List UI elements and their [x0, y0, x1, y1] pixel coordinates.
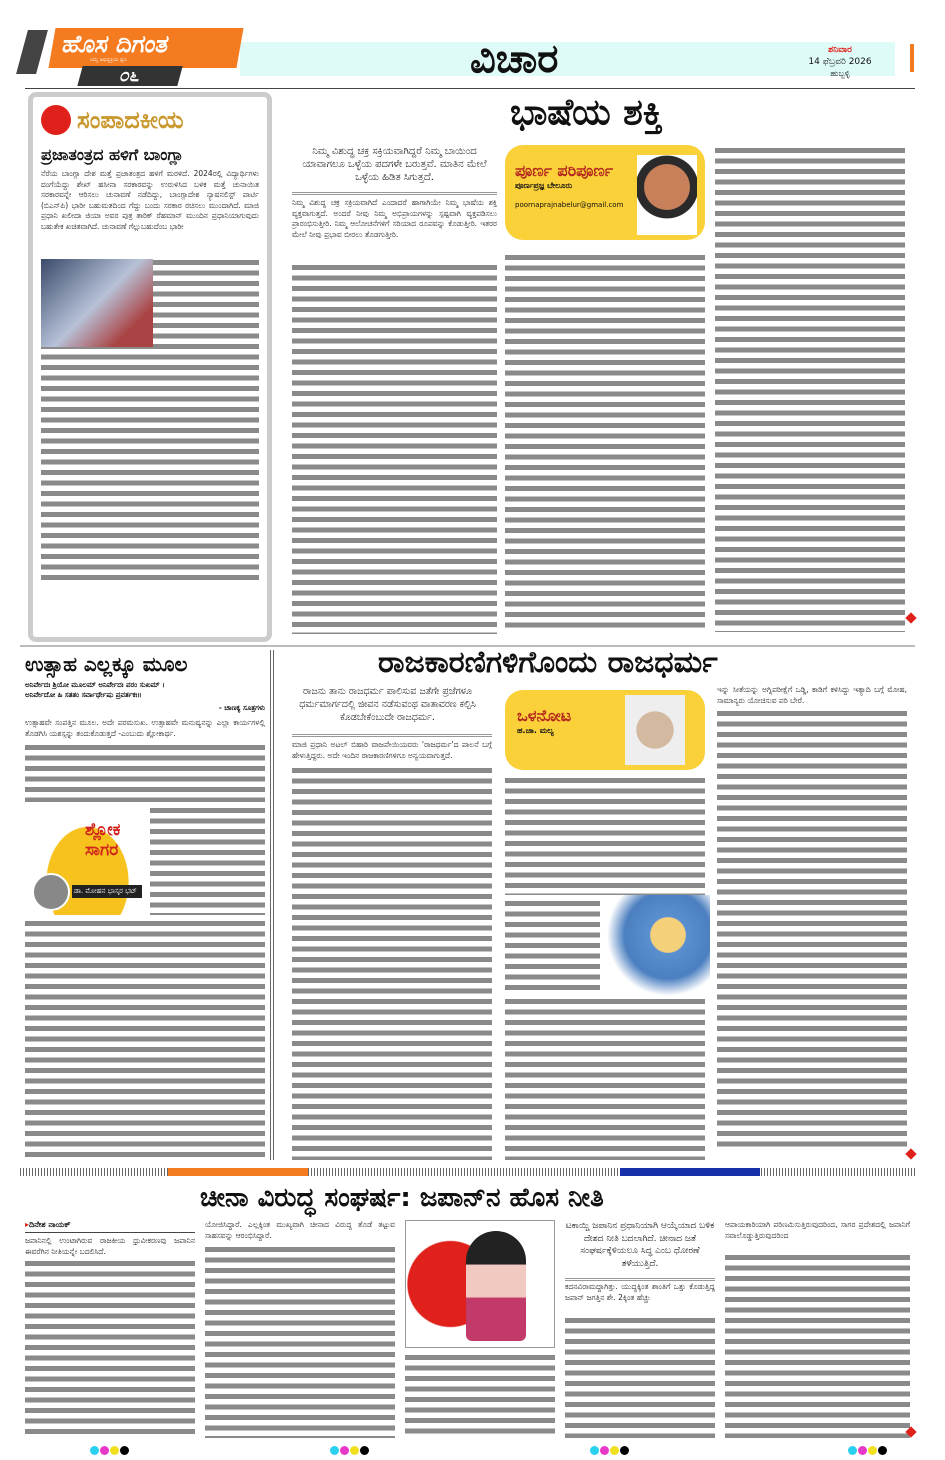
section-title: ವಿಚಾರ [470, 36, 559, 82]
editorial-label-text: ಸಂಪಾದಕೀಯ [77, 106, 184, 134]
day: ಶನಿವಾರ [828, 45, 852, 55]
strip-blue [620, 1168, 760, 1176]
divider [292, 734, 492, 737]
author-photo [32, 873, 70, 911]
end-mark-icon [905, 1148, 916, 1159]
masthead [0, 0, 945, 90]
logo-accent [16, 30, 48, 74]
page-number: ೦೬ [77, 66, 182, 86]
article3-text-lines [292, 765, 492, 1160]
article1-text-lines [505, 252, 705, 632]
registration-marks [330, 1440, 370, 1459]
article2-text-lines [25, 918, 265, 1158]
article4-body3: ಕದನವಿರಾಮದ್ದಾಗಿತ್ತು. ಯುದ್ಧಕ್ಕಿಂತ ಶಾಂತಿಗೆ ಒತ್ತು ಕೊಡುತ್ತಿದ್ದ ಜಪಾನ್ ಜಗತ್ತಿನ ಶೇ. 2ಕ್ಕಿಂತ ಹೆಚ್ಚು [565, 1282, 715, 1302]
article3-column-box [505, 690, 705, 770]
article4-byline [25, 1220, 70, 1230]
article4-body: ಜಪಾನಿನಲ್ಲಿ ಉಂಟಾಗಿರುವ ರಾಜಕೀಯ ಧ್ರುವೀಕರಣವು ಜಪಾನಿನ ಈವರೆಗಿನ ನೀತಿಯನ್ನೇ ಬದಲಿಸಿದೆ. [25, 1236, 195, 1256]
section-strip [20, 1168, 915, 1176]
author-photo [637, 155, 697, 235]
accent-bar [910, 44, 914, 72]
editorial-box [28, 92, 272, 642]
article4-text-lines [725, 1252, 910, 1438]
divider [25, 88, 915, 89]
article1-quote: ನಿಮ್ಮ ವಿಶುದ್ಧ ಚಕ್ರ ಸಕ್ರಿಯವಾಗಿದ್ದರೆ ನಿಮ್ಮ ಬಾಯಿಂದ ಯಾವಾಗಲೂ ಒಳ್ಳೆಯ ಪದಗಳೇ ಬರುತ್ತವೆ. ಮಾತಿನ ಮೇಲೆ ಒಳ್ಳೆಯ ಹಿಡಿತ ಸಿಗುತ್ತದೆ. [302, 146, 487, 183]
article4-text-lines [565, 1315, 715, 1438]
shloka-sagara-badge [30, 805, 145, 915]
author-name: ದಿನೇಶ ನಾಯಕ್ [29, 1220, 71, 1229]
author-name: ಹ.ಚಾ. ಮಲ್ಯ [517, 726, 554, 735]
author-email[interactable]: poornaprajnabelur@gmail.com [515, 201, 624, 209]
article3-text-lines [505, 996, 705, 1160]
column-name: ಶ್ಲೋಕ ಸಾಗರ [85, 820, 121, 860]
editorial-emblem-icon [41, 105, 71, 135]
article3-text-lines [717, 708, 907, 1148]
article4-text-lines [25, 1258, 195, 1438]
article3-body: ಮಾಜಿ ಪ್ರಧಾನಿ ಅಟಲ್ ಬಿಹಾರಿ ವಾಜಪೇಯಿಯವರು 'ರಾಜಧರ್ಮ'ದ ಪಾಲನೆ ಬಗ್ಗೆ ಹೇಳುತ್ತಿದ್ದರು. ಅದೇ ಇಂದಿನ ರಾಜಕಾರಣಿಗಳಿಗೂ ಅನ್ವಯವಾಗುತ್ತದೆ. [292, 740, 492, 760]
article1-text-lines [715, 145, 905, 632]
strip-orange [168, 1168, 308, 1176]
verse-source: - ಚಾಣಕ್ಯ ಸೂತ್ರಗಳು [218, 704, 265, 712]
registration-marks [90, 1440, 130, 1459]
article1-text-lines [292, 262, 497, 634]
divider [25, 1232, 195, 1233]
logo-text: ಹೊಸ ದಿಗಂತ [60, 30, 172, 58]
editorial-title: ಪ್ರಜಾತಂತ್ರದ ಹಳಿಗೆ ಬಾಂಗ್ಲಾ [41, 145, 184, 164]
registration-marks [848, 1440, 888, 1459]
article4-quote: ಟಕಾಯ್ಚಿ ಜಪಾನಿನ ಪ್ರಧಾನಿಯಾಗಿ ಆಯ್ಕೆಯಾದ ಬಳಿಕ ದೇಶದ ನೀತಿ ಬದಲಾಗಿದೆ. ಚೀನಾದ ಜತೆ ಸಂಘರ್ಷಕ್ಕೆಳಿಯಲೂ ಸಿದ್ಧ ಎಂಬ ಧೋರಣೆ ತಳೆಯುತ್ತಿದೆ. [565, 1221, 715, 1269]
article2-body: ಉತ್ಸಾಹವೇ ಸಂಪತ್ತಿನ ಮೂಲ. ಅದೇ ಪರಮಸುಖ. ಉತ್ಸಾಹವೇ ಮನುಷ್ಯನನ್ನು ಎಲ್ಲಾ ಕಾರ್ಯಗಳಲ್ಲಿ ತೊಡಗಿಸಿ ಯಶಸ್ಸನ್ನು ತಂದುಕೊಡುತ್ತದೆ -ಎಂಬುದು ಶ್ಲೋಕಾರ್ಥ. [25, 718, 265, 738]
article3-text-lines [505, 775, 705, 895]
article4-body2: ಯೋಜಿಸಿದ್ದಾರೆ. ಎಲ್ಲಕ್ಕಿಂತ ಮುಖ್ಯವಾಗಿ ಚೀನಾದ ವಿರುದ್ಧ ತೊಡೆ ತಟ್ಟುವ ಸಾಹಸವನ್ನು ಆರಂಭಿಸಿದ್ದಾರೆ. [205, 1220, 395, 1240]
divider [565, 1278, 715, 1281]
article3-body2: ಇನ್ನು ಸೀತೆಯನ್ನು ಅಗ್ನಿಪರೀಕ್ಷೆಗೆ ಒಡ್ಡಿ, ಕಾಡಿಗೆ ಕಳಿಸಿದ್ದು ಇತ್ಯಾದಿ ಬಗ್ಗೆ ಮೋಹ, ಸಾಮಾನ್ಯರು ಯೋಚಿಸುವ ಪರಿ ಬೇರೆ. [717, 685, 907, 705]
article2-text-lines [25, 742, 265, 802]
article3-text-lines [505, 898, 600, 993]
logo-tagline: ನಿಮ್ಮ ಅಭಿವ್ಯಕ್ತಿಯ ಧ್ವನಿ [89, 57, 128, 63]
article4-title: ಚೀನಾ ವಿರುದ್ಧ ಸಂಘರ್ಷ: ಜಪಾನ್‌ನ ಹೊಸ ನೀತಿ [200, 1183, 604, 1213]
verse-line: ಅನಿರ್ವೇದೋ ಹಿ ಸತತಂ ಸರ್ವಾರ್ಥೇಷು ಪ್ರವರ್ತಕಃ॥ [25, 691, 142, 699]
divider [292, 192, 497, 195]
article1-column-box [505, 145, 705, 240]
city: ಹುಬ್ಬಳ್ಳಿ [830, 69, 850, 78]
date: 14 ಫೆಬ್ರವರಿ 2026 [808, 57, 872, 67]
editorial-label [41, 105, 259, 135]
column-separator [270, 650, 275, 1160]
rama-illustration [605, 895, 710, 995]
article3-quote: ರಾಜನು ತಾನು ರಾಜಧರ್ಮ ಪಾಲಿಸುವ ಜತೆಗೇ ಪ್ರಜೆಗಳೂ ಧರ್ಮಮಾರ್ಗದಲ್ಲಿ ಜೀವನ ನಡೆಸುವಂಥ ವಾತಾವರಣ ಕಲ್ಪಿಸಿ ಕೊಡಬೇಕೆಂಬುದೇ ರಾಜಧರ್ಮ. [299, 686, 476, 723]
caricature-figure [466, 1231, 526, 1341]
article2-text-lines [150, 805, 265, 915]
registration-marks [590, 1440, 630, 1459]
byline-marker-icon: ▸ [25, 1220, 30, 1229]
column-name: ಪೂರ್ಣ ಪರಿಪೂರ್ಣ [515, 161, 614, 180]
author-name: ಡಾ. ಮೋಹನ ಭಾಸ್ಕರ ಭಟ್ [72, 885, 142, 898]
article3-title: ರಾಜಕಾರಣಿಗಳಿಗೊಂದು ರಾಜಧರ್ಮ [378, 645, 718, 680]
article2-title: ಉತ್ಸಾಹ ಎಲ್ಲಕ್ಕೂ ಮೂಲ [25, 652, 188, 676]
logo [48, 28, 243, 68]
article1-title: ಭಾಷೆಯ ಶಕ್ತಿ [510, 92, 663, 133]
column-name: ಒಳನೋಟ [517, 706, 572, 725]
author-photo [625, 695, 685, 765]
article1-body: ನಿಮ್ಮ ವಿಶುದ್ಧ ಚಕ್ರ ಸಕ್ರಿಯವಾಗಿದೆ ಎಂದಾದರೆ ಹಾಗಾಗಿಯೇ ನಿಮ್ಮ ಭಾಷೆಯ ಶಕ್ತಿ ವ್ಯಕ್ತವಾಗುತ್ತದೆ. ಅಂದರೆ ನೀವು ನಿಮ್ಮ ಅಭಿಪ್ರಾಯಗಳನ್ನು ಸ್ಪಷ್ಟವಾಗಿ ವ್ಯಕ್ತಪಡಿಸಲು ಪ್ರಾರಂಭಿಸುತ್ತೀರಿ. ನಿಮ್ಮ ಆಲೋಚನೆಗಳಿಗೆ ಸರಿಯಾದ ರೂಪವನ್ನು ಕೊಡುತ್ತೀರಿ. ಇತರರ ಮೇಲೆ ನೀವು ಪ್ರಭಾವ ಬೀರಲು ತೊಡಗುತ್ತೀರಿ. [292, 198, 497, 239]
editorial-body: ನೆರೆಯ ಬಾಂಗ್ಲಾ ದೇಶ ಮತ್ತೆ ಪ್ರಜಾತಂತ್ರದ ಹಳಿಗೆ ಮರಳಿದೆ. 2024ರಲ್ಲಿ ವಿದ್ಯಾರ್ಥಿಗಳು ದಂಗೆಯೆದ್ದು ಶೇಖ್ ಹಸೀನಾ ಸರಕಾರವನ್ನು ಉರುಳಿಸಿದ ಬಳಿಕ ಮತ್ತೆ ಚುನಾಯಿತ ಸರಕಾರವನ್ನೇ ಆರಿಸಲು ಚುನಾವಣೆ ನಡೆದಿದ್ದು, ಬಾಂಗ್ಲಾದೇಶ ನ್ಯಾಷನಲಿಸ್ಟ್ ಪಾರ್ಟಿ (ಬಿಎನ್‌ಪಿ) ಭಾರೀ ಬಹುಮತದಿಂದ ಗೆದ್ದು ಬಂದು ಸರಕಾರ ರಚಿಸಲು ಮುಂದಾಗಿದೆ. ಮಾಜಿ ಪ್ರಧಾನಿ ಖಲೀದಾ ಜಿಯಾ ಅವರ ಪುತ್ರ ತಾರಿಕ್ ರೆಹಮಾನ್ ಮುಂದಿನ ಪ್ರಧಾನಿಯಾಗುವುದು ಬಹುತೇಕ ಖಚಿತವಾಗಿದೆ. ಚುನಾವಣೆ ಗೆಲ್ಲುಬಹುದೆಂಬ ಭಾರೀ [41, 169, 259, 231]
article4-text-lines [205, 1244, 395, 1438]
editorial-photo [41, 259, 153, 347]
article4-body4: ಆಪಾಯಕಾರಿಯಾಗಿ ಪರಿಣಮಿಸುತ್ತಿರುವುದರಿಂದ, ಸಾಗರ ಪ್ರದೇಶದಲ್ಲಿ ಜಪಾನಿಗೆ ಸವಾಲೊಡ್ಡುತ್ತಿರುವುದರಿಂದ [725, 1220, 910, 1240]
author-name: ಪೂರ್ಣಪ್ರಜ್ಞ ಬೇಲೂರು [515, 181, 573, 190]
end-mark-icon [905, 612, 916, 623]
verse-line: ಅನಿರ್ವೇದಃ ಶ್ರಿಯೋ ಮೂಲಮ್ ಅನಿರ್ವೇದಃ ಪರಂ ಸುಖಮ್ । [25, 681, 165, 689]
takaichi-illustration [405, 1220, 555, 1348]
article4-text-lines [405, 1352, 555, 1438]
